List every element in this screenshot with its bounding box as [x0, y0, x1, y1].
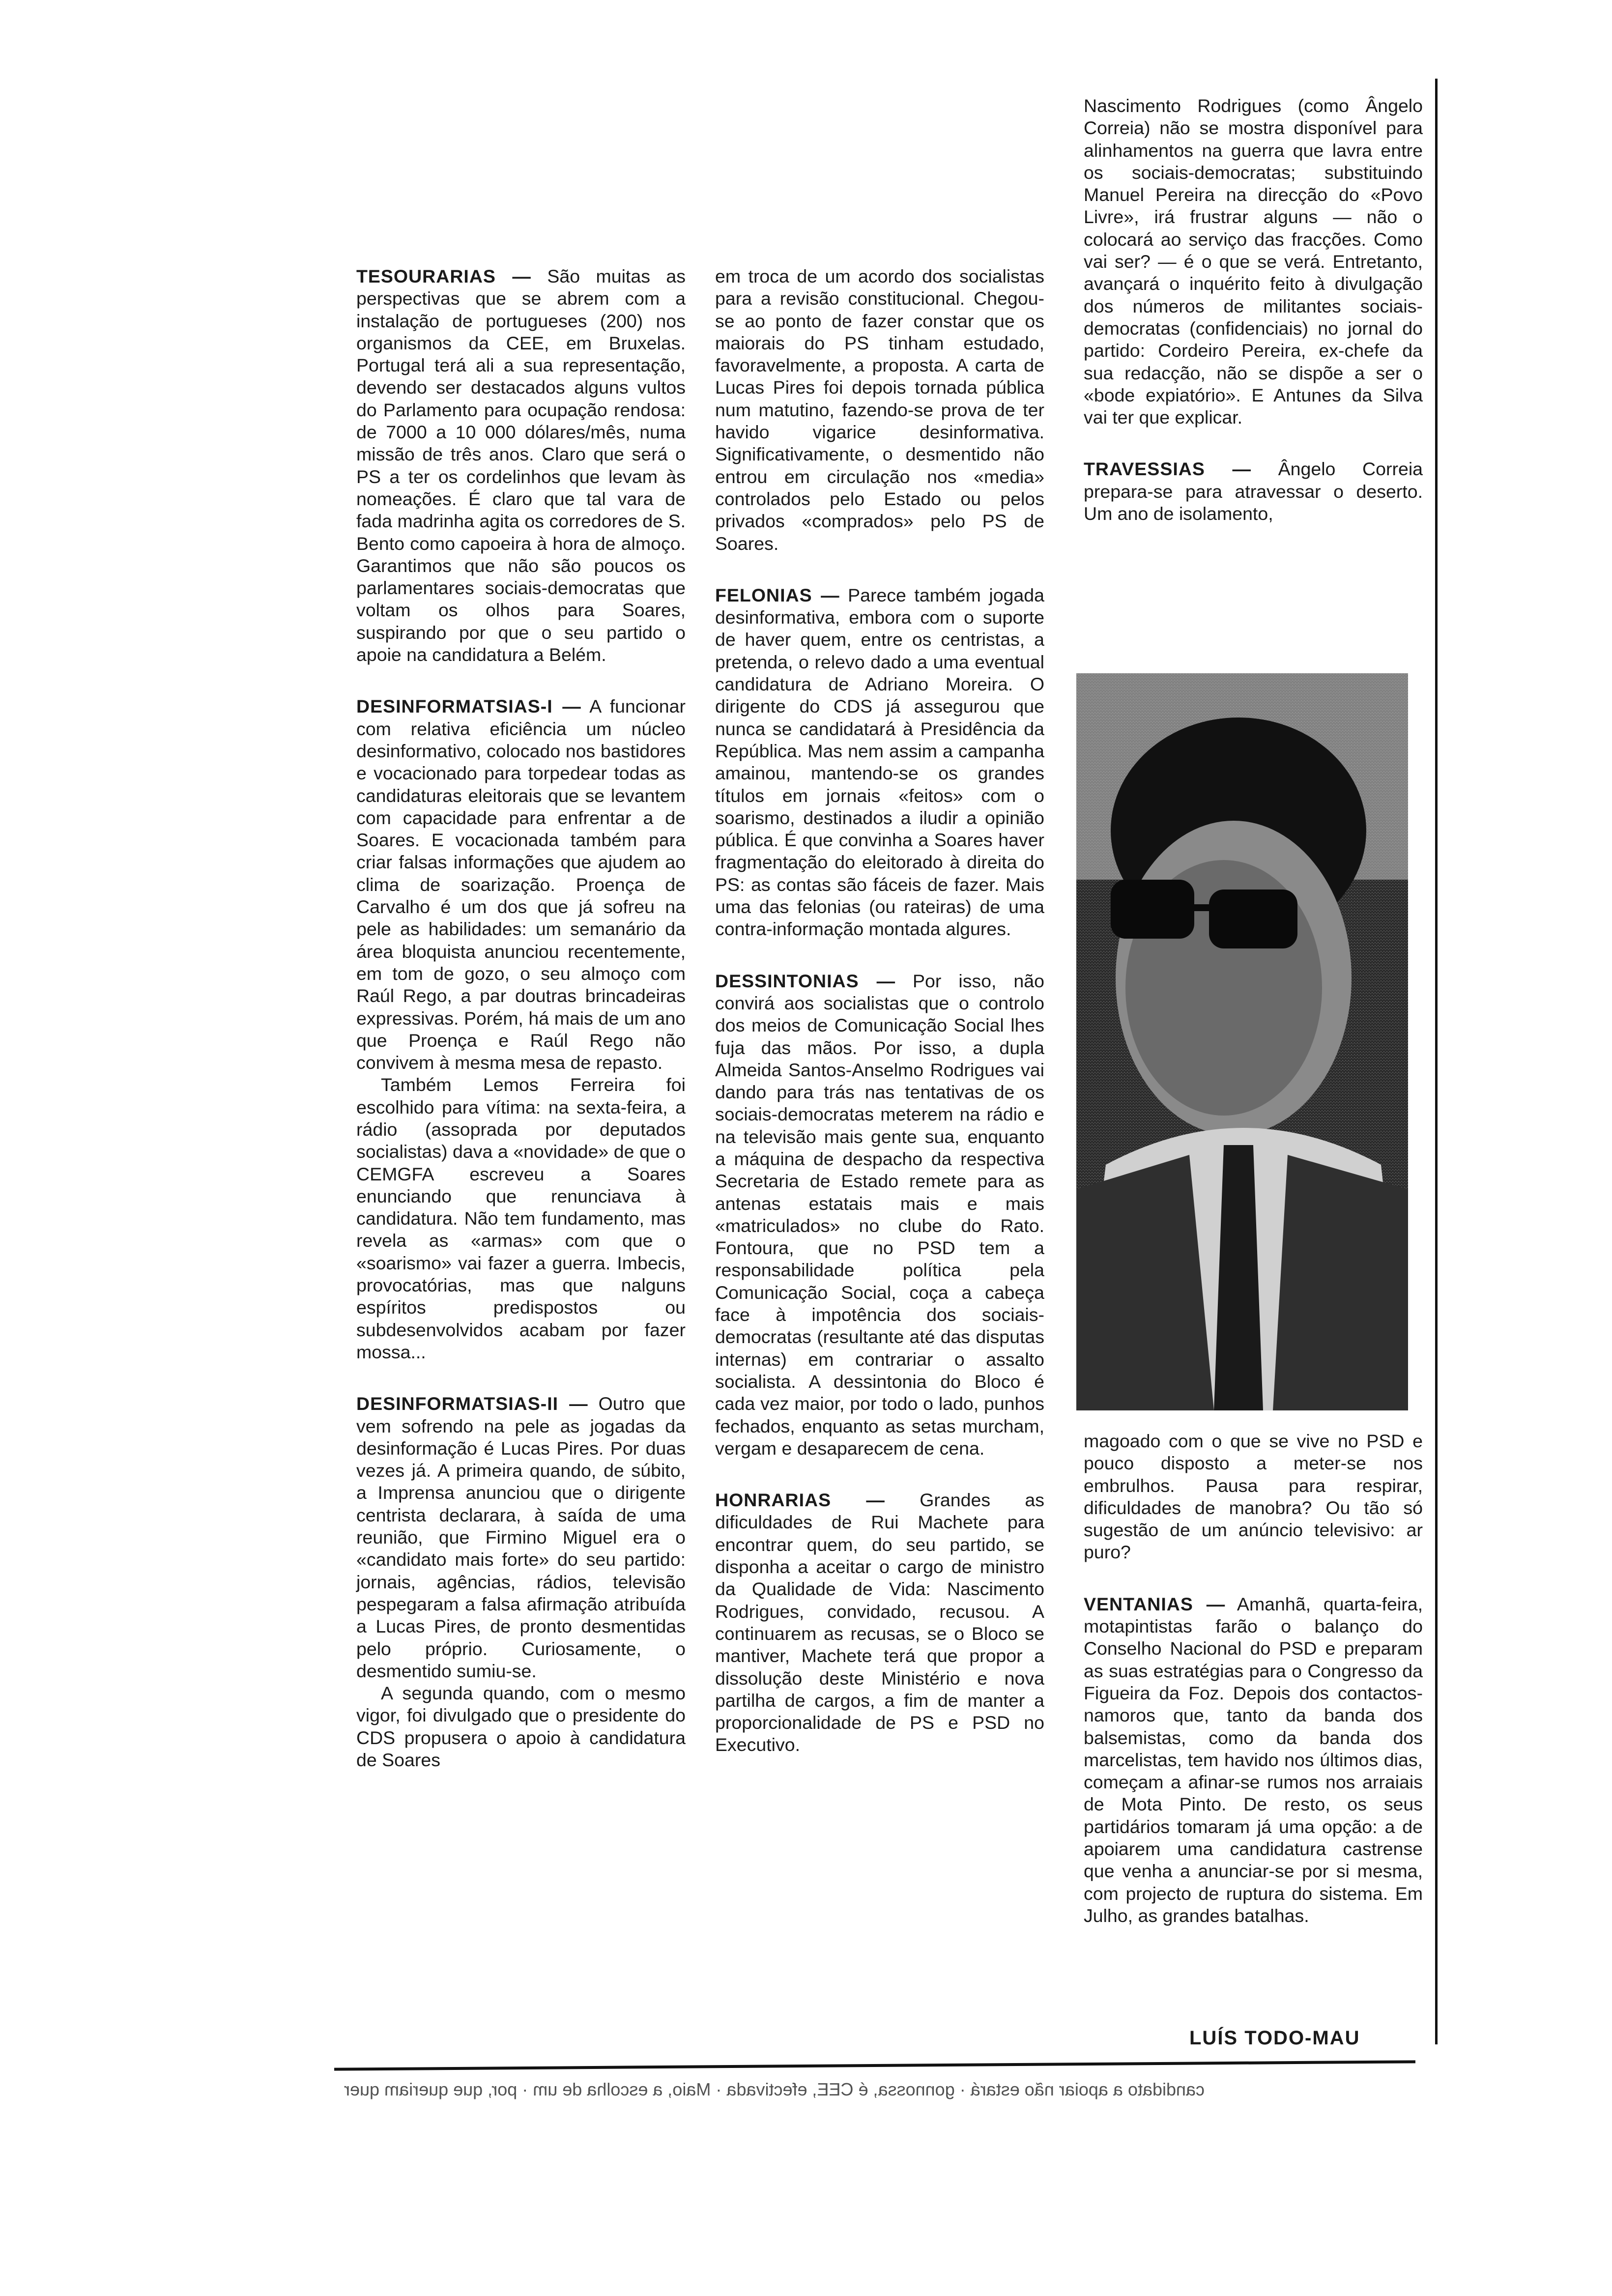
column-3-bottom [1084, 1430, 1423, 1927]
paragraph-nascimento: Nascimento Rodrigues (como Ângelo Correia) não se mostra disponível para alinhamentos na guerra que lavra entre os sociais-democratas; substituindo Manuel Pereira na direcção do «Povo Livre», irá frustrar alguns — não o colocará ao serviço das fracções. Como vai ser? — é o que se verá. Entretanto, avançará o inquérito feito à divulgação dos números de militantes sociais-democratas (confidenciais) no jornal do partido: Cordeiro Pereira, ex-chefe da sua redacção, não se dispõe a ser o «bode expiatório». E Antunes da Silva vai ter que explicar. [1084, 95, 1423, 428]
portrait-photo [1076, 673, 1408, 1410]
heading-ventanias: VENTANIAS — [1084, 1593, 1226, 1614]
heading-tesourarias: TESOURARIAS — [356, 266, 531, 287]
text-desinformatsias-2: Outro que vem sofrendo na pele as jogadas da desinformação é Lucas Pires. Por duas vezes já. A primeira quando, de súbito, a Imprensa anunciou que o dirigente centrista declarara, à saída de uma reunião, que Firmino Miguel era o «candidato mais forte» do seu partido: jornais, agências, rádios, televisão pespegaram a falsa afirmação atribuída a Lucas Pires, de pronto desmentidas pelo próprio. Curiosamente, o desmentido sumiu-se. [356, 1393, 686, 1681]
paragraph-magoado: magoado com o que se vive no PSD e pouco disposto a meter-se nos embrulhos. Pausa para respirar, dificuldades de manobra? Ou tão só sugestão de um anúncio televisivo: ar puro? [1084, 1431, 1423, 1563]
text-tesourarias: São muitas as perspectivas que se abrem com a instalação de portugueses (200) nos organismos da CEE, em Bruxelas. Portugal terá ali a sua representação, devendo ser destacados alguns vultos do Parlamento para ocupação rendosa: de 7000 a 10 000 dólares/mês, numa missão de três anos. Claro que será o PS a ter os cordelinhos que levam às nomeações. É claro que tal vara de fada madrinha agita os corredores de S. Bento como capoeira à hora de almoço. Garantimos que não são poucos os parlamentares sociais-democratas que voltam os olhos para Soares, suspirando por que o seu partido o apoie na candidatura a Belém. [356, 266, 686, 665]
text-felonias: Parece também jogada desinformativa, embora com o suporte de haver quem, entre os centristas, a pretenda, o relevo dado a uma eventual candidatura de Adriano Moreira. O dirigente do CDS já assegurou que nunca se candidatará à Presidência da República. Mas nem assim a campanha amainou, mantendo-se os grandes títulos em jornais «feitos» com o soarismo, destinados a iludir a opinião pública. É que convinha a Soares haver fragmentação do eleitorado à direita do PS: as contas são fáceis de fazer. Mais uma das felonias (ou rateiras) de uma contra-informação montada algures. [715, 584, 1044, 940]
paragraph-tesourarias [356, 265, 686, 666]
paragraph-travessias [1084, 458, 1423, 525]
heading-travessias: TRAVESSIAS — [1084, 459, 1251, 480]
paragraph-desinformatsias-1 [356, 695, 686, 1074]
paragraph-continuation: em troca de um acordo dos socialistas para a revisão constitucional. Chegou-se ao ponto de fazer constar que os maiorais do PS tinham estudado, favoravelmente, a proposta. A carta de Lucas Pires foi depois tornada pública num matutino, fazendo-se prova de ter havido vigarice desinformativa. Significativamente, o desmentido não entrou em circulação nos «media» controlados pelo Estado ou pelos privados «comprados» pelo PS de Soares. [715, 266, 1044, 554]
author-signature: LUÍS TODO-MAU [1189, 2027, 1360, 2049]
text-honrarias: Grandes as dificuldades de Rui Machete para encontrar quem, do seu partido, se disponha a aceitar o cargo de ministro da Qualidade de Vida: Nascimento Rodrigues, convidado, recusou. A continuarem as recusas, se o Bloco se mantiver, Machete terá que propor a dissolução deste Ministério e nova partilha de cargos, a fim de manter a proporcionalidade de PS e PSD no Executivo. [715, 1490, 1044, 1755]
heading-felonias: FELONIAS — [715, 584, 840, 605]
heading-desinformatsias-1: DESINFORMATSIAS-I — [356, 696, 581, 717]
portrait-image [1076, 673, 1408, 1410]
text-travessias: Ângelo Correia prepara-se para atravessar o deserto. Um ano de isolamento, [1084, 459, 1423, 524]
paragraph-desinformatsias-2b: A segunda quando, com o mesmo vigor, foi divulgado que o presidente do CDS propusera o apoio à candidatura de Soares [356, 1683, 686, 1770]
paragraph-desinformatsias-1b: Também Lemos Ferreira foi escolhido para vítima: na sexta-feira, a rádio (assoprada por deputados socialistas) dava a «novidade» de que o CEMGFA escreveu a Soares enunciando que renunciava à candidatura. Não tem fundamento, mas revela as «armas» com que o «soarismo» vai fazer a guerra. Imbecis, provocatórias, mas que nalguns espíritos predispostos ou subdesenvolvidos acabam por fazer mossa... [356, 1074, 686, 1362]
paragraph-ventanias [1084, 1593, 1423, 1927]
text-desinformatsias-1: A funcionar com relativa eficiência um núcleo desinformativo, colocado nos bastidores e vocacionado para torpedear todas as candidaturas eleitorais que se levantem com capacidade para enfrentar a de Soares. E vocacionada também para criar falsas informações que ajudem ao clima de soarização. Proença de Carvalho é um dos que já sofreu na pele as habilidades: um semanário da área bloquista anunciou recentemente, em tom de gozo, o seu almoço com Raúl Rego, a par doutras brincadeiras expressivas. Porém, há mais de um ano que Proença e Raúl Rego não convivem à mesma mesa de repasto. [356, 696, 686, 1073]
text-ventanias: Amanhã, quarta-feira, motapintistas farão o balanço do Conselho Nacional do PSD e preparam as suas estratégias para o Congresso da Figueira da Foz. Depois dos contactos-namoros que, tanto da banda dos balsemistas, como da banda dos marcelistas, tem havido nos últimos dias, começam a afinar-se rumos nos arraiais de Mota Pinto. De resto, os seus partidários tomaram já uma opção: a de apoiarem uma candidatura castrense que venha a anunciar-se por si mesma, com projecto de ruptura do sistema. Em Julho, as grandes batalhas. [1084, 1593, 1423, 1926]
heading-honrarias: HONRARIAS — [715, 1490, 885, 1511]
bottom-rule [334, 2060, 1415, 2070]
heading-dessintonias: DESSINTONIAS — [715, 970, 896, 991]
heading-desinformatsias-2: DESINFORMATSIAS-II — [356, 1393, 588, 1414]
paragraph-dessintonias [715, 970, 1044, 1460]
column-2 [715, 265, 1044, 1756]
paragraph-felonias [715, 584, 1044, 941]
right-edge-rule [1435, 79, 1438, 2044]
text-dessintonias: Por isso, não convirá aos socialistas que o controlo dos meios de Comunicação Social lhes fuja das mãos. Por isso, a dupla Almeida Santos-Anselmo Rodrigues vai dando para trás nas tentativas de os sociais-democratas meterem na rádio e na televisão mais gente sua, enquanto a máquina de despacho da respectiva Secretaria de Estado remete para as antenas estatais mais e mais «matriculados» no clube do Rato. Fontoura, que no PSD tem a responsabilidade política pela Comunicação Social, coça a cabeça face à impotência dos sociais-democratas (resultante até das disputas internas) em contrariar o assalto socialista. A dessintonia do Bloco é cada vez maior, por todo o lado, punhos fechados, enquanto as setas murcham, vergam e desaparecem de cena. [715, 970, 1044, 1459]
paragraph-honrarias [715, 1489, 1044, 1756]
column-1 [356, 265, 686, 1771]
column-3-top [1084, 95, 1423, 525]
paragraph-desinformatsias-2 [356, 1393, 686, 1682]
mirrored-bleed-through-text: candidato a apoiar não estará · gonnossa, é CEE, efectivada · Maio, a escolha de um · por, que queriam quer [344, 2079, 1205, 2099]
